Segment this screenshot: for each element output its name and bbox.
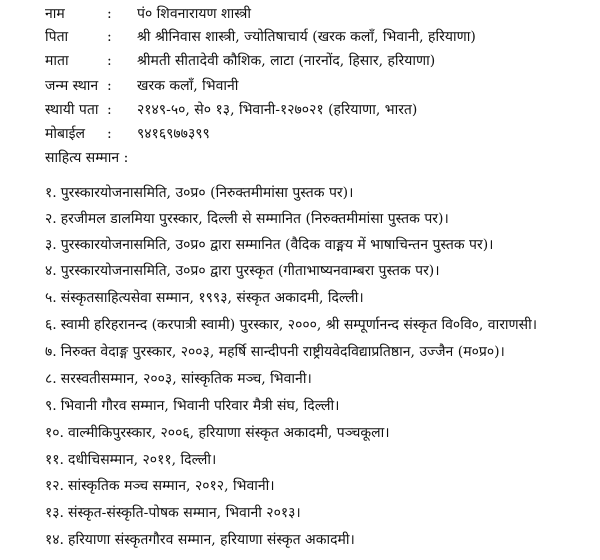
info-value: खरक कलाँ, भिवानी — [137, 78, 239, 94]
award-number: ४. — [45, 263, 57, 279]
award-text: निरुक्त वेदाङ्ग पुरस्कार, २००३, महर्षि सान्दीपनी राष्ट्रीयवेदविद्याप्रतिष्ठान, उज्जैन (म०प्र०)। — [60, 344, 505, 360]
info-label: जन्म स्थान — [45, 78, 99, 94]
award-item — [45, 529, 355, 551]
award-text: हरियाणा संस्कृतगौरव सम्मान, हरियाणा संस्कृत अकादमी। — [68, 532, 355, 548]
info-value: श्री श्रीनिवास शास्त्री, ज्योतिषाचार्य (खरक कलाँ, भिवानी, हरियाणा) — [137, 29, 476, 45]
awards-heading: साहित्य सम्मान : — [45, 150, 129, 166]
award-item — [45, 314, 537, 336]
award-item — [45, 502, 301, 524]
award-item — [45, 182, 353, 204]
award-number: ११. — [45, 452, 65, 468]
award-text: पुरस्कारयोजनासमिति, उ०प्र० द्वारा सम्मानित (वैदिक वाङ्मय में भाषाचिन्तन पुस्तक पर)। — [60, 237, 494, 253]
award-text: हरजीमल डालमिया पुरस्कार, दिल्ली से सम्मानित (निरुक्तमीमांसा पुस्तक पर)। — [60, 211, 449, 227]
award-item — [45, 449, 216, 471]
award-text: सांस्कृतिक मञ्च सम्मान, २०१२, भिवानी। — [68, 478, 275, 494]
info-colon: : — [107, 53, 112, 69]
award-item — [45, 422, 390, 444]
award-text: पुरस्कारयोजनासमिति, उ०प्र० (निरुक्तमीमांसा पुस्तक पर)। — [60, 185, 354, 201]
info-value: पं० शिवनारायण शास्त्री — [137, 6, 251, 22]
info-colon: : — [107, 102, 112, 118]
award-number: १३. — [45, 505, 65, 521]
award-text: भिवानी गौरव सम्मान, भिवानी परिवार मैत्री संघ, दिल्ली। — [60, 398, 340, 414]
award-number: १. — [45, 185, 57, 201]
award-item — [45, 287, 364, 309]
award-number: ८. — [45, 371, 57, 387]
award-number: ९. — [45, 398, 57, 414]
award-number: १२. — [45, 478, 65, 494]
award-item — [45, 341, 505, 363]
info-colon: : — [107, 6, 112, 22]
info-colon: : — [107, 29, 112, 45]
award-text: वाल्मीकिपुरस्कार, २००६, हरियाणा संस्कृत अकादमी, पञ्चकूला। — [68, 425, 390, 441]
award-text: स्वामी हरिहरानन्द (करपात्री स्वामी) पुरस्कार, २०००, श्री सम्पूर्णानन्द संस्कृत वि०वि०, वाराणसी। — [60, 317, 538, 333]
info-value: ९४१६९७७३९९ — [137, 126, 210, 142]
info-label: स्थायी पता — [45, 102, 99, 118]
award-number: ३. — [45, 237, 57, 253]
award-number: ६. — [45, 317, 57, 333]
info-colon: : — [107, 78, 112, 94]
award-number: १०. — [45, 425, 65, 441]
award-item — [45, 234, 493, 256]
info-colon: : — [107, 126, 112, 142]
info-value: श्रीमती सीतादेवी कौशिक, लाटा (नारनोंद, हिसार, हरियाणा) — [137, 53, 436, 69]
award-number: २. — [45, 211, 57, 227]
award-item — [45, 260, 440, 282]
award-item — [45, 208, 449, 230]
award-number: १४. — [45, 532, 65, 548]
info-label: पिता — [45, 29, 69, 45]
award-item — [45, 395, 339, 417]
award-text: सरस्वतीसम्मान, २००३, सांस्कृतिक मञ्च, भिवानी। — [60, 371, 312, 387]
award-text: संस्कृत-संस्कृति-पोषक सम्मान, भिवानी २०१३। — [68, 505, 301, 521]
award-text: पुरस्कारयोजनासमिति, उ०प्र० द्वारा पुरस्कृत (गीताभाष्यनवाम्बरा पुस्तक पर)। — [60, 263, 440, 279]
award-text: दधीचिसम्मान, २०११, दिल्ली। — [68, 452, 217, 468]
award-item — [45, 368, 312, 390]
award-number: ७. — [45, 344, 57, 360]
info-label: माता — [45, 53, 69, 69]
info-label: नाम — [45, 6, 65, 22]
award-number: ५. — [45, 290, 57, 306]
info-label: मोबाईल — [45, 126, 85, 142]
info-value: २१४९-५०, से० १३, भिवानी-१२७०२१ (हरियाणा, भारत) — [137, 102, 418, 118]
award-item — [45, 475, 275, 497]
award-text: संस्कृतसाहित्यसेवा सम्मान, १९९३, संस्कृत अकादमी, दिल्ली। — [60, 290, 364, 306]
